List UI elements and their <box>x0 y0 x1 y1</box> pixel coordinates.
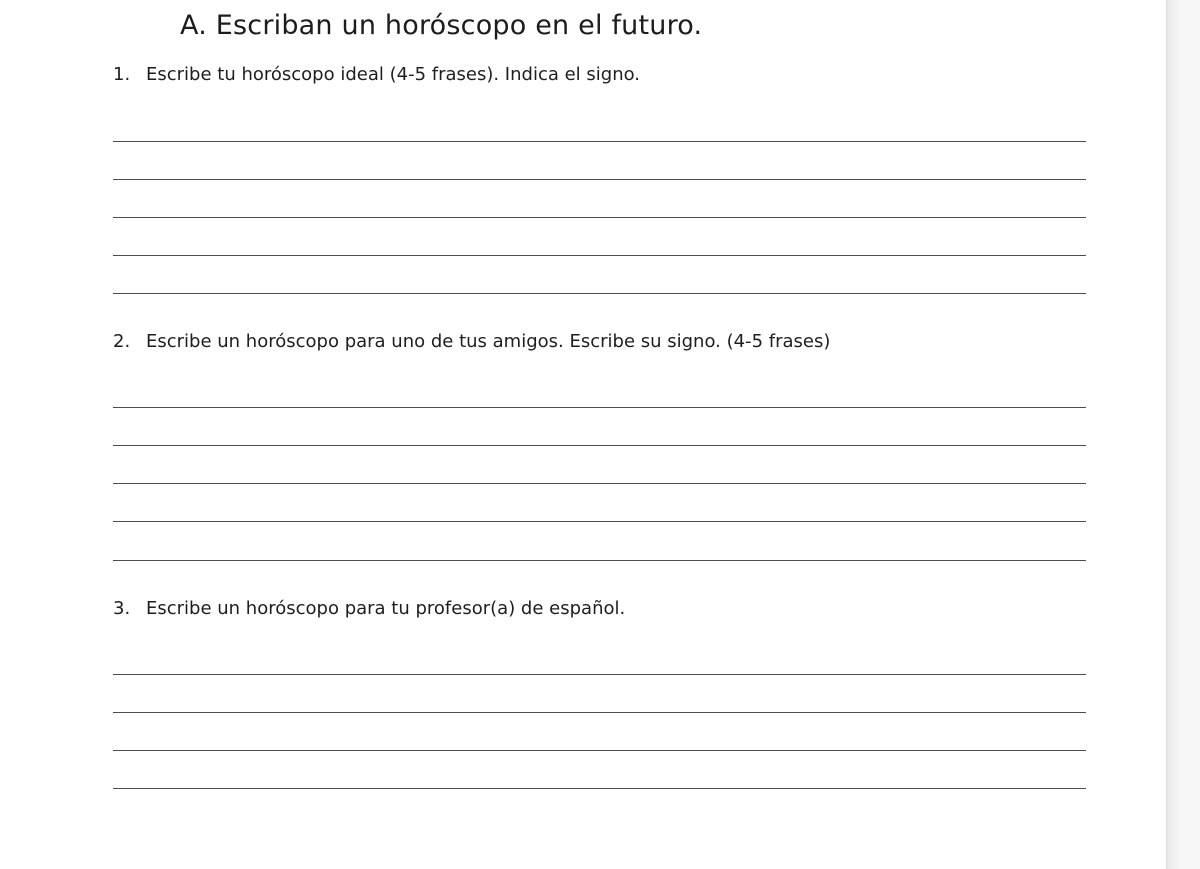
answer-line-2-3[interactable] <box>113 483 1086 484</box>
answer-line-2-1[interactable] <box>113 407 1086 408</box>
question-number: 2. <box>113 331 131 352</box>
answer-line-1-1[interactable] <box>113 141 1086 142</box>
answer-line-2-5[interactable] <box>113 560 1086 561</box>
worksheet-heading: A. Escriban un horóscopo en el futuro. <box>180 10 703 41</box>
question-3 <box>113 598 625 619</box>
answer-line-1-4[interactable] <box>113 255 1086 256</box>
answer-line-3-1[interactable] <box>113 674 1086 675</box>
answer-line-1-5[interactable] <box>113 293 1086 294</box>
question-2 <box>113 331 830 352</box>
answer-line-2-2[interactable] <box>113 445 1086 446</box>
page-edge <box>1167 0 1200 869</box>
question-text: Escribe un horóscopo para uno de tus amigos. Escribe su signo. (4-5 frases) <box>146 331 831 352</box>
question-number: 1. <box>113 64 131 85</box>
answer-line-1-2[interactable] <box>113 179 1086 180</box>
answer-line-3-2[interactable] <box>113 712 1086 713</box>
question-text: Escribe tu horóscopo ideal (4-5 frases). Indica el signo. <box>146 64 641 85</box>
answer-line-3-3[interactable] <box>113 750 1086 751</box>
answer-line-2-4[interactable] <box>113 521 1086 522</box>
question-number: 3. <box>113 598 131 619</box>
question-text: Escribe un horóscopo para tu profesor(a) de español. <box>146 598 626 619</box>
answer-line-3-4[interactable] <box>113 788 1086 789</box>
question-1 <box>113 64 640 85</box>
answer-line-1-3[interactable] <box>113 217 1086 218</box>
